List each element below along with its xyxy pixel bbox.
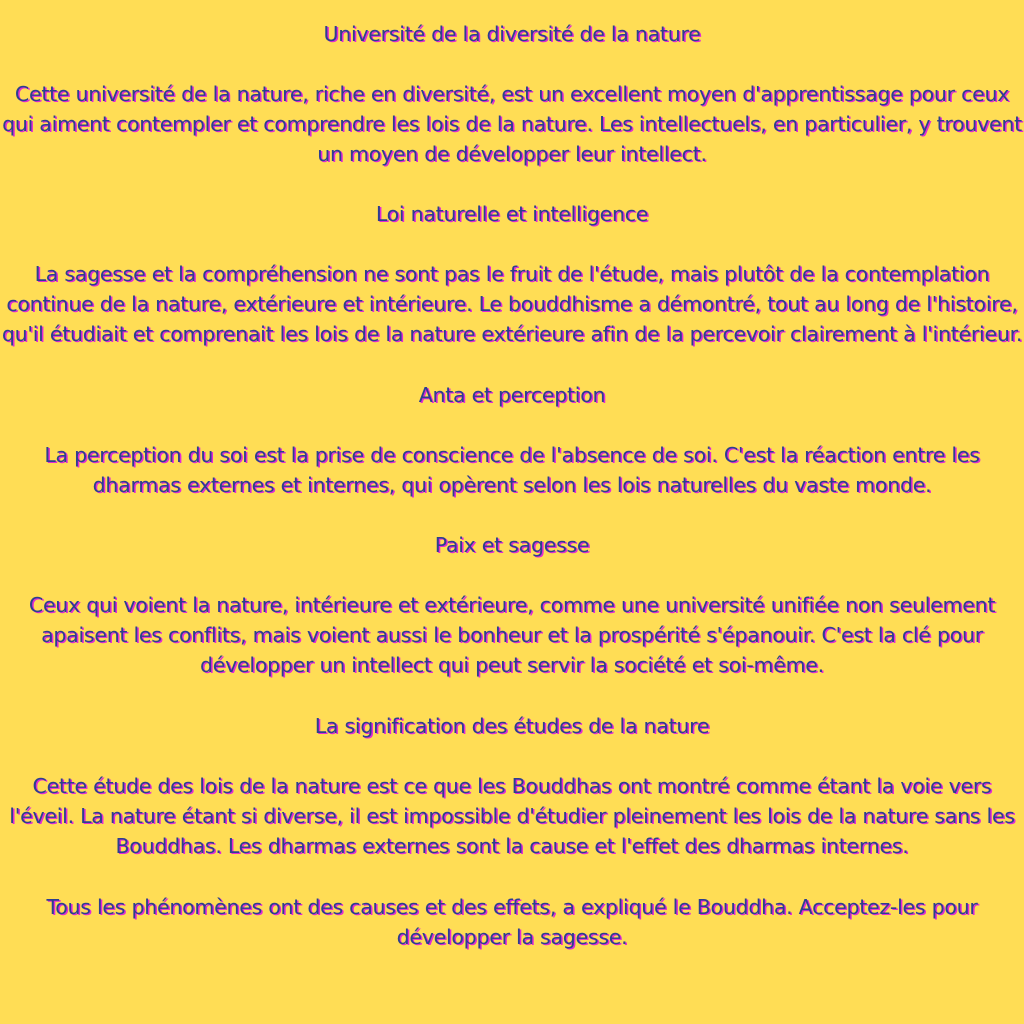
- section-line: dharmas externes et internes, qui opèrent selon les lois naturelles du vaste monde.: [92, 473, 932, 497]
- closing-line: Tous les phénomènes ont des causes et des effets, a expliqué le Bouddha. Acceptez-les pour: [46, 895, 978, 919]
- section-line: Ceux qui voient la nature, intérieure et extérieure, comme une université unifiée non seulement: [28, 593, 996, 617]
- section-line: La sagesse et la compréhension ne sont pas le fruit de l'étude, mais plutôt de la contemplation: [34, 262, 990, 286]
- document-title: Université de la diversité de la nature: [323, 22, 701, 46]
- section-line: qu'il étudiait et comprenait les lois de la nature extérieure afin de la percevoir clairement à l'intérieur.: [1, 322, 1023, 346]
- section-line: Bouddhas. Les dharmas externes sont la cause et l'effet des dharmas internes.: [115, 834, 909, 858]
- intro-line: un moyen de développer leur intellect.: [317, 142, 707, 166]
- section-line: continue de la nature, extérieure et intérieure. Le bouddhisme a démontré, tout au long de l'histoire,: [6, 292, 1018, 316]
- intro-line: Cette université de la nature, riche en diversité, est un excellent moyen d'apprentissage pour ceux: [14, 82, 1010, 106]
- section-heading: Loi naturelle et intelligence: [375, 202, 649, 226]
- section-heading: Paix et sagesse: [434, 533, 590, 557]
- intro-line: qui aiment contempler et comprendre les lois de la nature. Les intellectuels, en particulier, y trouvent: [2, 112, 1022, 136]
- section-line: l'éveil. La nature étant si diverse, il est impossible d'étudier pleinement les lois de la nature sans les: [9, 804, 1015, 828]
- section-heading: Anta et perception: [418, 383, 606, 407]
- section-line: développer un intellect qui peut servir la société et soi-même.: [200, 653, 824, 677]
- section-line: apaisent les conflits, mais voient aussi le bonheur et la prospérité s'épanouir. C'est la clé pour: [41, 623, 983, 647]
- section-heading: La signification des études de la nature: [314, 714, 710, 738]
- closing-line: développer la sagesse.: [396, 925, 628, 949]
- section-line: La perception du soi est la prise de conscience de l'absence de soi. C'est la réaction entre les: [44, 443, 980, 467]
- section-line: Cette étude des lois de la nature est ce que les Bouddhas ont montré comme étant la voie vers: [32, 774, 992, 798]
